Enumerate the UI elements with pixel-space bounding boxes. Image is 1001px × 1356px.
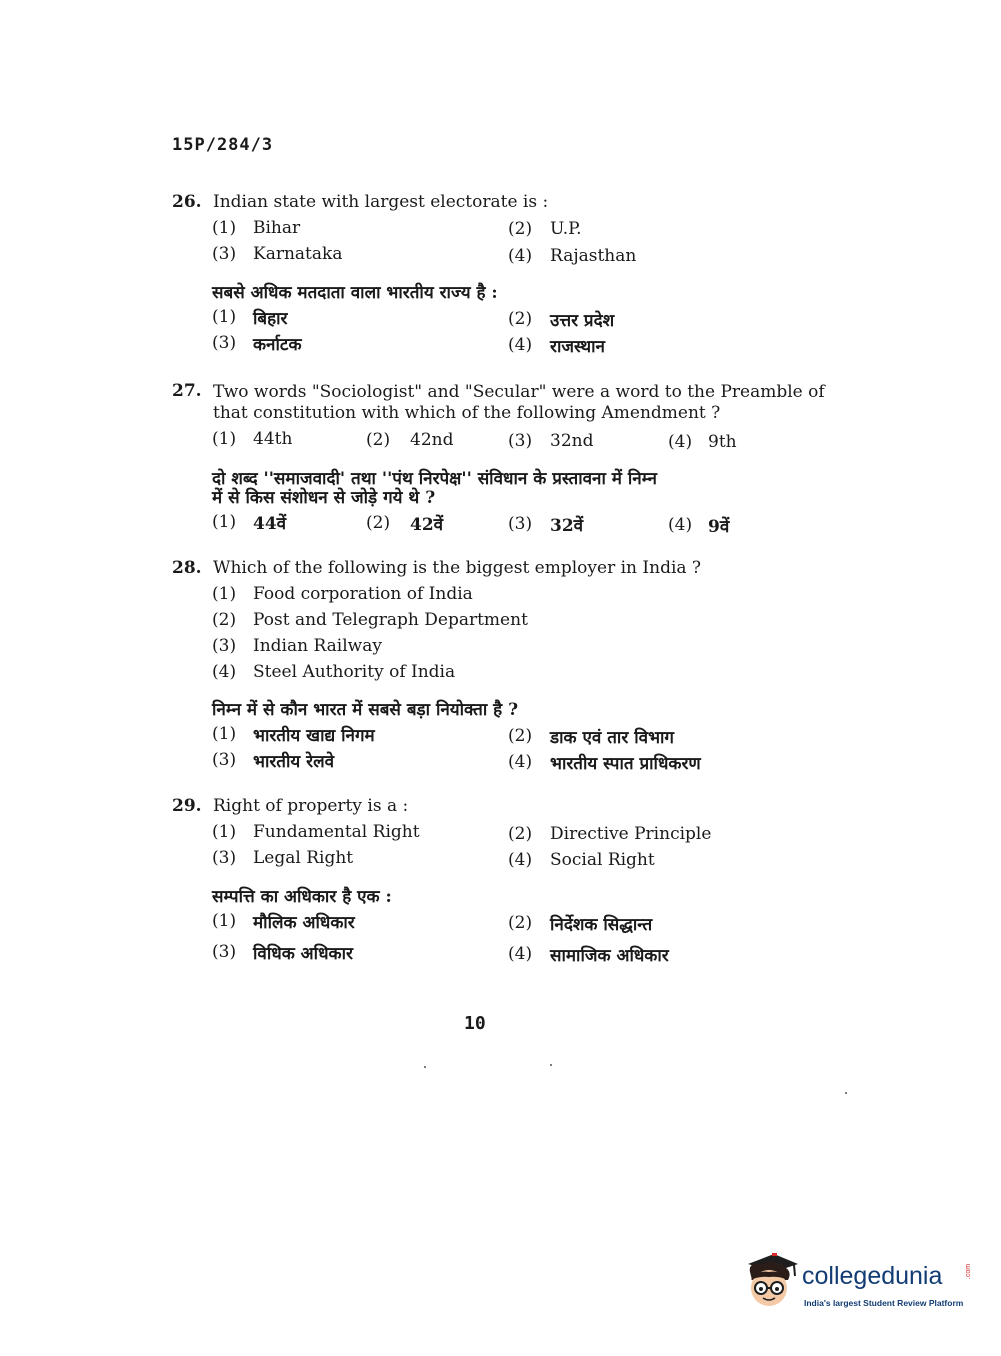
option-text: भारतीय रेलवे (253, 752, 335, 772)
question-number: 26. (172, 192, 202, 212)
option-text: Directive Principle (550, 824, 712, 844)
option-number: (1) (212, 512, 237, 532)
logo-tagline: India's largest Student Review Platform (804, 1298, 964, 1308)
scan-speck (845, 1092, 847, 1094)
logo-wordmark: collegedunia (802, 1262, 943, 1290)
option-text: Indian Railway (253, 636, 382, 656)
option-text: मौलिक अधिकार (253, 913, 355, 933)
option-text: डाक एवं तार विभाग (550, 728, 674, 748)
option-number: (3) (212, 333, 237, 353)
option-number: (1) (212, 822, 237, 842)
option-number: (4) (668, 432, 693, 452)
option-number: (2) (366, 513, 391, 533)
option-number: (3) (212, 942, 237, 962)
option-text: बिहार (253, 309, 288, 329)
option-text: Steel Authority of India (253, 662, 456, 682)
option-text: कर्नाटक (253, 335, 302, 355)
question-text-en: Right of property is a : (213, 796, 409, 816)
question-text-en-line2: that constitution with which of the following Amendment ? (213, 403, 721, 423)
collegedunia-logo (742, 1248, 972, 1318)
question-number: 27. (172, 381, 202, 401)
option-text: Social Right (550, 850, 655, 870)
option-text: Legal Right (253, 848, 354, 868)
question-text-hi: निम्न में से कौन भारत में सबसे बड़ा नियोक्ता है ? (212, 700, 519, 720)
option-text: 32वें (550, 516, 584, 536)
option-number: (2) (508, 219, 533, 239)
option-text: Fundamental Right (253, 822, 420, 842)
option-text: U.P. (550, 219, 582, 239)
option-number: (2) (366, 430, 391, 450)
question-text-en: Which of the following is the biggest employer in India ? (213, 558, 702, 578)
page-number: 10 (464, 1013, 486, 1034)
question-number: 28. (172, 558, 202, 578)
option-text: विधिक अधिकार (253, 944, 353, 964)
option-text: राजस्थान (550, 337, 605, 357)
option-number: (2) (508, 913, 533, 933)
option-text: Post and Telegraph Department (253, 610, 528, 630)
option-text: भारतीय खाद्य निगम (253, 726, 375, 746)
option-text: 44वें (253, 514, 287, 534)
option-number: (3) (212, 750, 237, 770)
option-number: (1) (212, 218, 237, 238)
option-text: उत्तर प्रदेश (550, 311, 615, 331)
option-number: (3) (212, 848, 237, 868)
question-text-hi: सबसे अधिक मतदाता वाला भारतीय राज्य है : (212, 283, 498, 303)
question-text-hi: सम्पत्ति का अधिकार है एक : (212, 887, 392, 907)
option-number: (2) (508, 824, 533, 844)
option-number: (1) (212, 429, 237, 449)
option-text: 9th (708, 432, 737, 452)
option-number: (1) (212, 724, 237, 744)
option-number: (1) (212, 911, 237, 931)
option-number: (3) (508, 431, 533, 451)
question-text-hi-line2: में से किस संशोधन से जोड़े गये थे ? (212, 488, 436, 508)
question-number: 29. (172, 796, 202, 816)
option-text: भारतीय स्पात प्राधिकरण (550, 754, 701, 774)
option-number: (3) (212, 636, 237, 656)
option-text: Bihar (253, 218, 301, 238)
mascot-icon (742, 1250, 800, 1312)
question-text-hi-line1: दो शब्द ''समाजवादी' तथा ''पंथ निरपेक्ष'' संविधान के प्रस्तावना में निम्न (212, 469, 657, 489)
option-text: 42वें (410, 515, 444, 535)
logo-suffix: .com (965, 1263, 973, 1280)
question-text-en: Indian state with largest electorate is : (213, 192, 549, 212)
option-text: Rajasthan (550, 246, 637, 266)
option-number: (2) (508, 309, 533, 329)
option-text: निर्देशक सिद्धान्त (550, 915, 653, 935)
option-number: (1) (212, 584, 237, 604)
option-text: 32nd (550, 431, 594, 451)
option-text: Karnataka (253, 244, 343, 264)
option-number: (4) (212, 662, 237, 682)
option-number: (3) (508, 514, 533, 534)
option-number: (2) (212, 610, 237, 630)
option-text: 9वें (708, 517, 730, 537)
option-number: (4) (508, 944, 533, 964)
scan-speck (424, 1066, 426, 1068)
option-number: (4) (668, 515, 693, 535)
option-number: (3) (212, 244, 237, 264)
option-text: 44th (253, 429, 293, 449)
question-text-en-line1: Two words "Sociologist" and "Secular" were a word to the Preamble of (213, 382, 825, 402)
option-text: सामाजिक अधिकार (550, 946, 669, 966)
option-number: (4) (508, 752, 533, 772)
option-number: (4) (508, 850, 533, 870)
option-number: (1) (212, 307, 237, 327)
option-text: 42nd (410, 430, 454, 450)
option-number: (4) (508, 246, 533, 266)
paper-code: 15P/284/3 (172, 135, 274, 155)
option-number: (4) (508, 335, 533, 355)
option-text: Food corporation of India (253, 584, 473, 604)
scan-speck (550, 1064, 552, 1066)
option-number: (2) (508, 726, 533, 746)
